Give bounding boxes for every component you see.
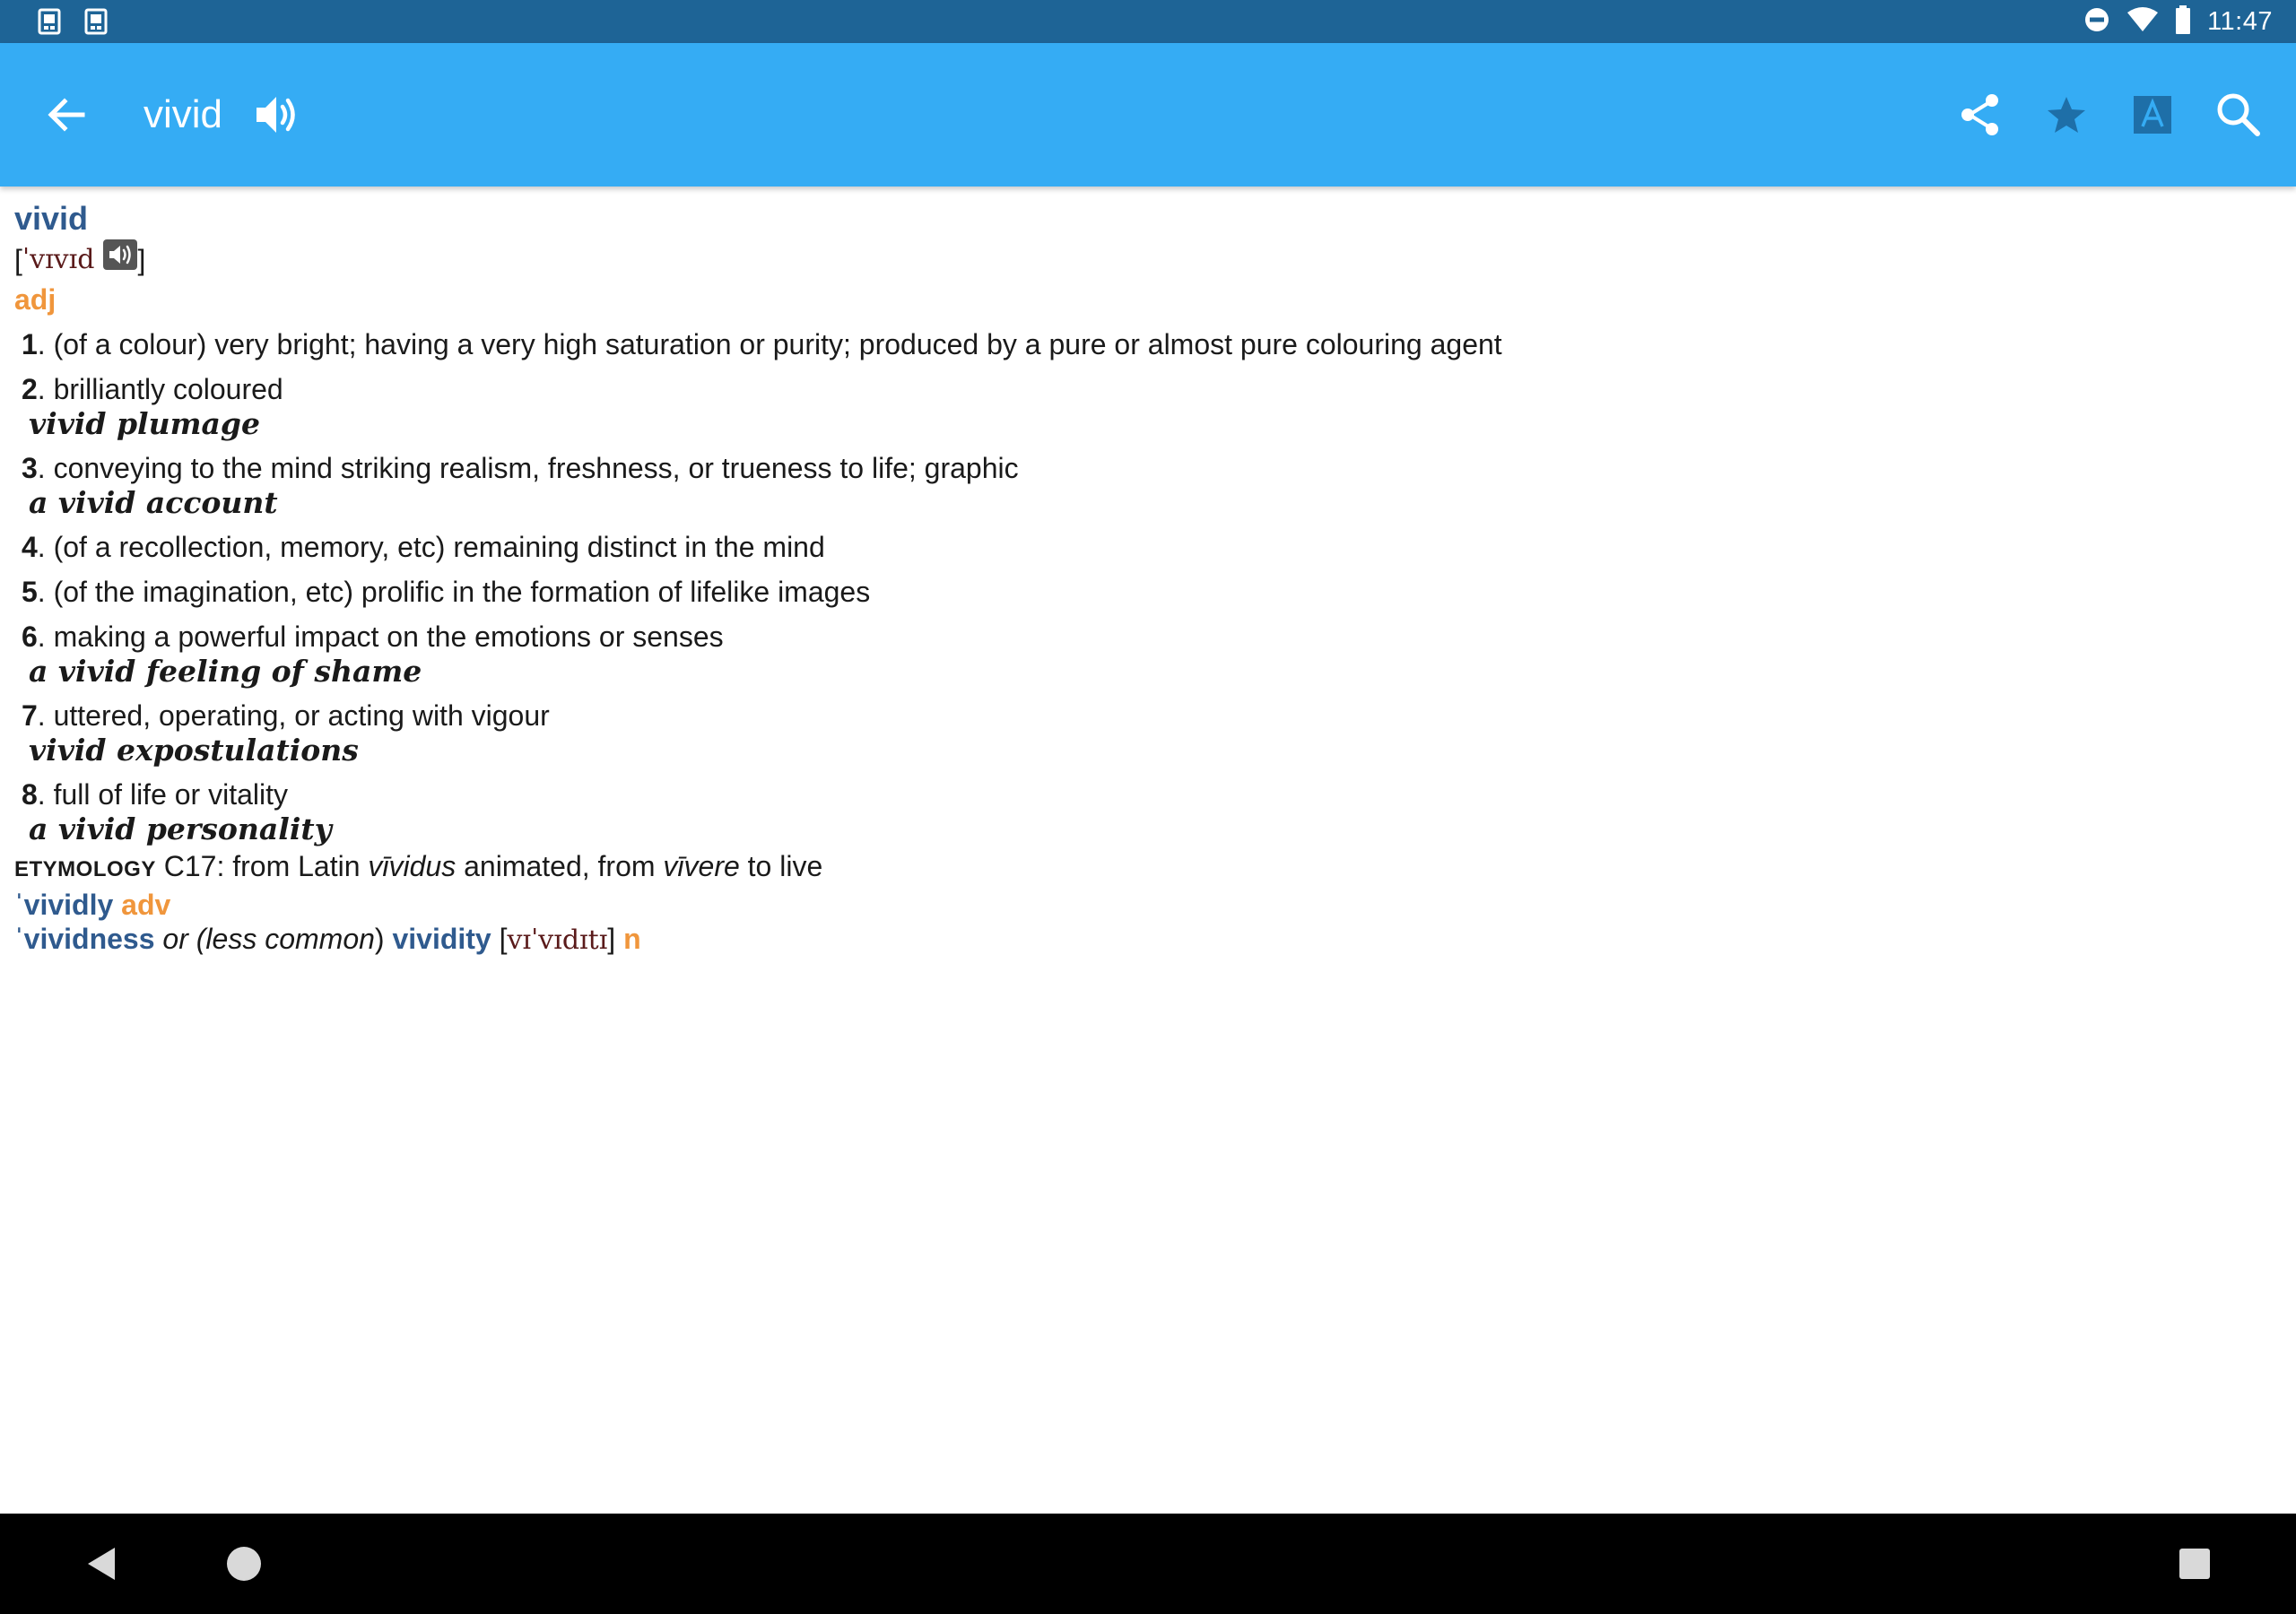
gallery-notification-icon: [84, 8, 108, 35]
sense-example: a vivid account: [29, 485, 278, 520]
headword: vivid: [14, 200, 89, 237]
part-of-speech: adj: [14, 283, 57, 316]
back-triangle-icon[interactable]: [72, 1535, 129, 1592]
sense-definition: (of a colour) very bright; having a very high saturation or purity; produced by a pure or almost pure colouring agent: [53, 328, 1502, 360]
status-bar: [0, 0, 2296, 43]
sense-number: 2: [22, 373, 38, 405]
app-bar-title: vivid: [144, 92, 223, 136]
gallery-notification-icon: [38, 8, 61, 35]
text-size-icon[interactable]: [2126, 88, 2179, 142]
wifi-icon: [2126, 6, 2159, 38]
pron-bracket-close: ]: [137, 244, 146, 276]
pron-bracket-open: [: [14, 244, 22, 276]
derived-word: ˈvividly: [14, 889, 114, 921]
derived-note: less common: [205, 923, 375, 955]
clock: 11:47: [2207, 6, 2273, 36]
sense-number: 3: [22, 452, 38, 484]
derived-pos: adv: [121, 889, 171, 921]
sense-example: a vivid feeling of shame: [29, 654, 422, 689]
dictionary-entry: [0, 187, 2296, 1514]
sense-number: 8: [22, 778, 38, 811]
sense-number: 5: [22, 576, 38, 608]
sense-definition: making a powerful impact on the emotions or senses: [53, 620, 724, 653]
sense-4: 4. (of a recollection, memory, etc) remaining distinct in the mind: [22, 531, 825, 563]
derived-pronunciation: vɪˈvɪdɪtɪ: [507, 924, 608, 956]
etymology-latin: vīvidus: [368, 850, 457, 882]
sense-definition: (of the imagination, etc) prolific in the formation of lifelike images: [53, 576, 871, 608]
etymology-text: to live: [739, 850, 823, 882]
sense-2: 2. brilliantly coloured vivid plumage: [14, 371, 2282, 441]
navigation-bar: [0, 1514, 2296, 1614]
sense-7: 7. uttered, operating, or acting with vigour vivid expostulations: [14, 698, 2282, 768]
sense-definition: uttered, operating, or acting with vigour: [53, 699, 550, 732]
pronunciation: ˈvɪvɪd: [22, 244, 95, 275]
sense-number: 7: [22, 699, 38, 732]
sense-example: vivid plumage: [29, 406, 260, 441]
derived-form-2: [14, 922, 2282, 958]
do-not-disturb-icon: [2083, 6, 2110, 38]
sense-number: 6: [22, 620, 38, 653]
derived-form-1: [14, 888, 2282, 922]
pronunciation-speaker-icon[interactable]: [251, 90, 301, 140]
home-circle-icon[interactable]: [215, 1535, 273, 1592]
pronunciation-line: [14, 239, 2282, 282]
sense-1: 1. (of a colour) very bright; having a very high saturation or purity; produced by a pure or almost pure colouring agent: [22, 328, 1502, 360]
sense-number: 4: [22, 531, 38, 563]
search-icon[interactable]: [2212, 88, 2266, 142]
etymology-label: ETYMOLOGY: [14, 857, 156, 881]
app-bar: [0, 43, 2296, 187]
play-pronunciation-icon[interactable]: [103, 239, 137, 270]
sense-number: 1: [22, 328, 38, 360]
derived-connector: or (: [154, 923, 206, 955]
star-icon[interactable]: [2039, 88, 2093, 142]
recents-square-icon[interactable]: [2166, 1535, 2223, 1592]
sense-6: 6. making a powerful impact on the emotions or senses a vivid feeling of shame: [14, 619, 2282, 689]
sense-definition: brilliantly coloured: [53, 373, 283, 405]
share-icon[interactable]: [1953, 88, 2007, 142]
sense-3: 3. conveying to the mind striking realism, freshness, or trueness to life; graphic a vivid account: [14, 450, 2282, 520]
sense-definition: full of life or vitality: [53, 778, 288, 811]
derived-word: ˈvividness: [14, 923, 155, 955]
system-status-area: [2067, 0, 2296, 43]
etymology-text: animated, from: [456, 850, 664, 882]
derived-connector: ): [374, 923, 393, 955]
derived-word: vividity: [392, 923, 491, 955]
pron-bracket-open: [: [491, 923, 508, 955]
sense-example: vivid expostulations: [29, 733, 359, 768]
pron-bracket-close: ]: [607, 923, 616, 955]
derived-pos: n: [623, 923, 641, 955]
back-arrow-icon[interactable]: [39, 88, 93, 142]
etymology-text: C17: from Latin: [155, 850, 369, 882]
sense-definition: (of a recollection, memory, etc) remaining distinct in the mind: [53, 531, 825, 563]
etymology: [14, 848, 2282, 888]
sense-example: a vivid personality: [29, 811, 332, 846]
sense-5: 5. (of the imagination, etc) prolific in the formation of lifelike images: [22, 576, 871, 608]
sense-definition: conveying to the mind striking realism, freshness, or trueness to life; graphic: [53, 452, 1019, 484]
etymology-latin: vīvere: [663, 850, 740, 882]
battery-icon: [2175, 5, 2191, 39]
sense-8: 8. full of life or vitality a vivid personality: [14, 777, 2282, 846]
